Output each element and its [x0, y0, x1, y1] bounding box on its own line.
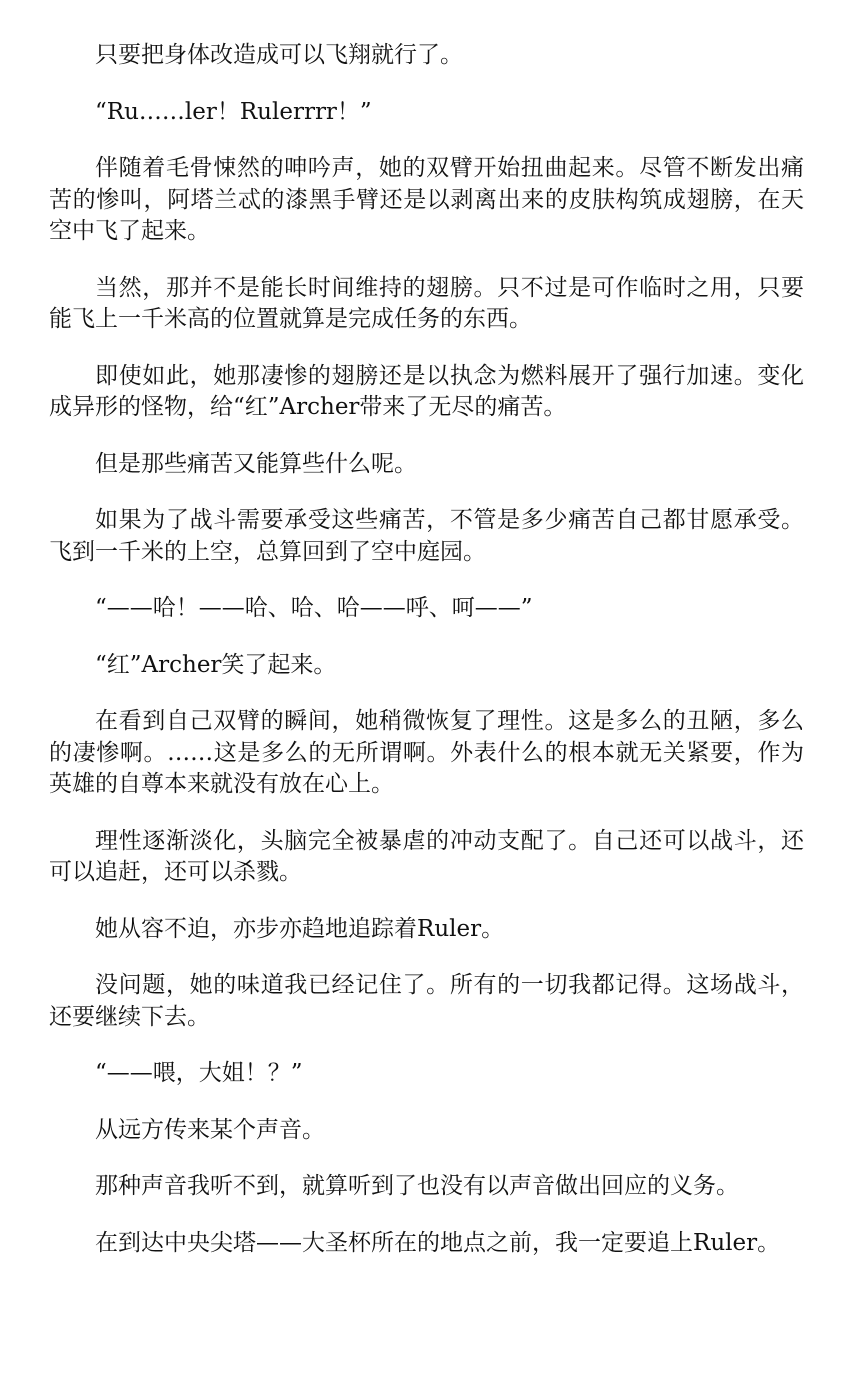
paragraph-2: “Ru……ler！Rulerrrr！”: [95, 98, 372, 125]
paragraph-8: “——哈！——哈、哈、哈——呼、呵——”: [95, 595, 533, 621]
paragraph-10: 在看到自己双臂的瞬间，她稍微恢复了理性。这是多么的丑陋，多么的凄惨啊。……这是多么的无所谓啊。外表什么的根本就无关紧要，作为英雄的自尊本来就没有放在心上。: [49, 708, 804, 797]
document-page: [49, 40, 804, 1259]
paragraph-17: 在到达中央尖塔——大圣杯所在的地点之前，我一定要追上Ruler。: [95, 1229, 781, 1256]
paragraph-5: 即使如此，她那凄惨的翅膀还是以执念为燃料展开了强行加速。变化成异形的怪物，给“红”Archer带来了无尽的痛苦。: [49, 362, 804, 420]
paragraph-14: “——喂，大姐！？”: [95, 1060, 303, 1086]
paragraph-12: 她从容不迫，亦步亦趋地追踪着Ruler。: [95, 915, 505, 942]
paragraph-7: 如果为了战斗需要承受这些痛苦，不管是多少痛苦自己都甘愿承受。飞到一千米的上空，总算回到了空中庭园。: [49, 507, 804, 565]
paragraph-13: 没问题，她的味道我已经记住了。所有的一切我都记得。这场战斗，还要继续下去。: [49, 972, 804, 1030]
paragraph-16: 那种声音我听不到，就算听到了也没有以声音做出回应的义务。: [95, 1173, 739, 1199]
paragraph-1: 只要把身体改造成可以飞翔就行了。: [95, 42, 463, 68]
paragraph-6: 但是那些痛苦又能算些什么呢。: [95, 450, 417, 477]
paragraph-9: “红”Archer笑了起来。: [95, 651, 337, 678]
paragraph-3: 伴随着毛骨悚然的呻吟声，她的双臂开始扭曲起来。尽管不断发出痛苦的惨叫，阿塔兰忒的漆黑手臂还是以剥离出来的皮肤构筑成翅膀，在天空中飞了起来。: [49, 155, 804, 244]
paragraph-4: 当然，那并不是能长时间维持的翅膀。只不过是可作临时之用，只要能飞上一千米高的位置就算是完成任务的东西。: [49, 274, 804, 332]
paragraph-11: 理性逐渐淡化，头脑完全被暴虐的冲动支配了。自己还可以战斗，还可以追赶，还可以杀戮。: [49, 827, 804, 885]
paragraph-15: 从远方传来某个声音。: [95, 1116, 325, 1143]
